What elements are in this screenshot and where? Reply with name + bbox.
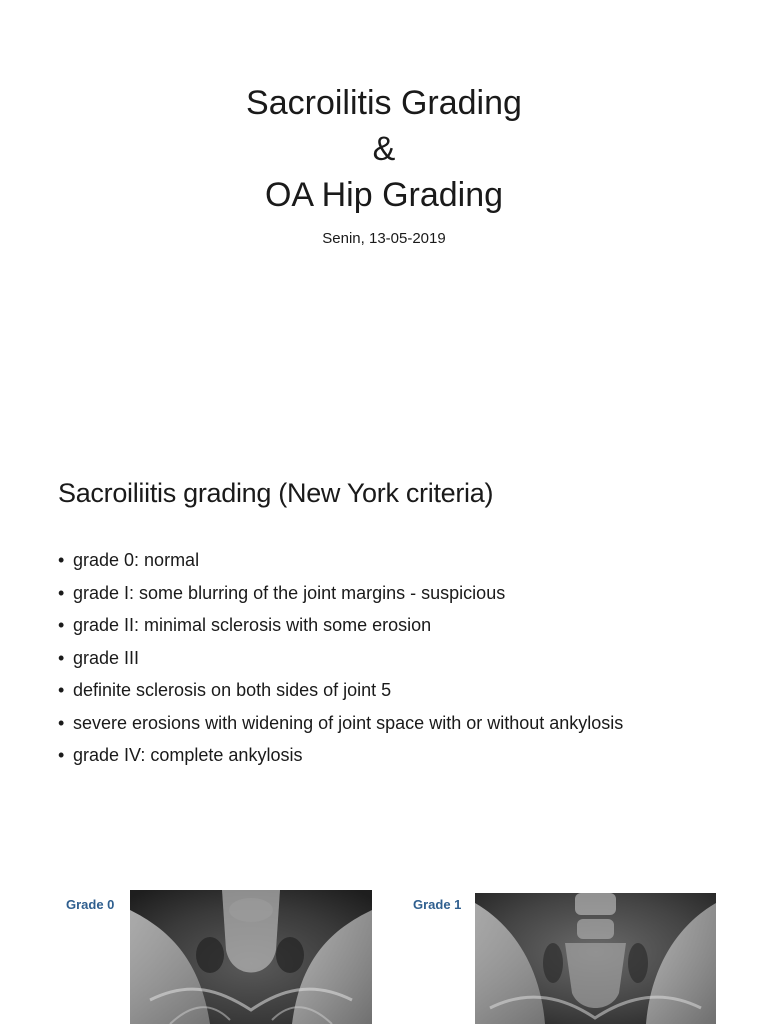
bullet-icon: • bbox=[58, 550, 65, 570]
bullet-icon: • bbox=[58, 615, 65, 635]
section-heading: Sacroiliitis grading (New York criteria) bbox=[58, 478, 494, 508]
slide-date: Senin, 13-05-2019 bbox=[322, 230, 446, 247]
bullet-icon: • bbox=[58, 647, 65, 668]
criteria-list bbox=[58, 548, 708, 776]
list-item: • definite sclerosis on both sides of joint 5 bbox=[58, 680, 392, 700]
bullet-icon: • bbox=[58, 680, 65, 700]
title-line-2: & bbox=[372, 130, 396, 168]
xray-image-grade-1 bbox=[475, 893, 716, 1024]
list-item: • grade I: some blurring of the joint margins - suspicious bbox=[58, 582, 506, 603]
bullet-icon: • bbox=[58, 745, 65, 765]
xray-image-grade-0 bbox=[130, 890, 372, 1024]
pelvis-xray-grade-1-graphic bbox=[475, 893, 716, 1024]
bullet-icon: • bbox=[58, 712, 65, 733]
figure-label-grade-0: Grade 0 bbox=[66, 897, 115, 912]
bullet-icon: • bbox=[58, 582, 65, 603]
title-line-3: OA Hip Grading bbox=[264, 176, 504, 214]
pelvis-xray-grade-0-graphic bbox=[130, 890, 372, 1024]
list-item: • grade 0: normal bbox=[58, 550, 200, 570]
list-item: • grade IV: complete ankylosis bbox=[58, 745, 303, 765]
slide-title bbox=[0, 80, 768, 218]
title-line-1: Sacroilitis Grading bbox=[246, 84, 522, 122]
list-item: • grade II: minimal sclerosis with some erosion bbox=[58, 615, 432, 635]
list-item: • severe erosions with widening of joint space with or without ankylosis bbox=[58, 712, 624, 733]
figure-label-grade-1: Grade 1 bbox=[413, 897, 462, 912]
list-item: • grade III bbox=[58, 647, 140, 668]
